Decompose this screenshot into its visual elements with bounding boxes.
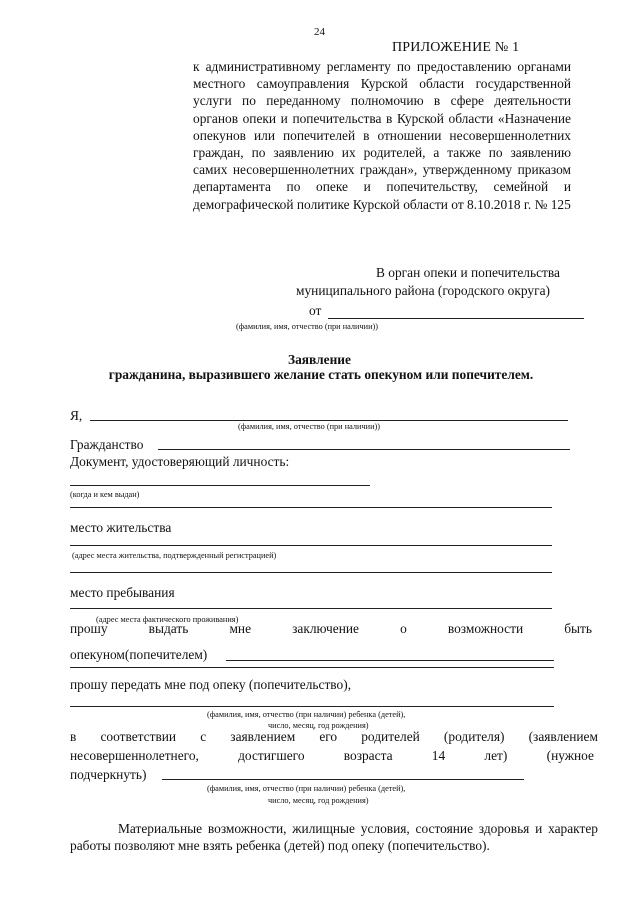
accord-word: достигшего xyxy=(238,748,305,763)
accord-line-1 xyxy=(70,729,598,745)
residence-hint: (адрес места жительства, подтвержденный регистрацией) xyxy=(72,551,277,560)
accord-word: (родителя) xyxy=(443,729,505,744)
accord-word: его xyxy=(319,729,338,744)
request-word: выдать xyxy=(148,621,189,636)
stay-label: место пребывания xyxy=(70,585,175,600)
id-document-label: Документ, удостоверяющий личность: xyxy=(70,454,290,469)
request-word: заключение xyxy=(292,621,359,636)
accord-line-3: подчеркнуть) xyxy=(70,767,147,782)
request-word: возможности xyxy=(447,621,524,636)
stay-hint: (адрес места фактического проживания) xyxy=(96,615,239,624)
closing-paragraph: Материальные возможности, жилищные условия, состояние здоровья и характер работы позволяют мне взять ребенка (детей) под опеку (попечительство). xyxy=(70,821,598,853)
addressee-line-2: муниципального района (городского округа) xyxy=(296,283,550,298)
child-hint-1: (фамилия, имя, отчество (при наличии) ребенка (детей), xyxy=(207,710,406,719)
id-document-field-1[interactable] xyxy=(70,485,370,486)
form-subtitle: гражданина, выразившего желание стать опекуном или попечителем. xyxy=(108,367,534,382)
appendix-title: ПРИЛОЖЕНИЕ № 1 xyxy=(392,40,520,55)
accord-word: несовершеннолетнего, xyxy=(70,748,199,763)
addressee-line-1: В орган опеки и попечительства xyxy=(376,265,560,280)
from-field[interactable] xyxy=(328,318,584,319)
accord-word: (нужное xyxy=(546,748,594,763)
child-hint-4: число, месяц, год рождения) xyxy=(268,796,369,805)
id-document-field-2[interactable] xyxy=(70,507,552,508)
from-label: от xyxy=(309,303,322,318)
appendix-body: к административному регламенту по предоставлению органами местного самоуправления Курской области государственной услуги по переданному полномочию в сфере деятельности органов опеки и попечительства в Курской области «Назначение опекунов или попечителей в отношении несовершеннолетних граждан, по заявлению их родителей, а также по заявлению самих несовершеннолетних граждан», утвержденному приказом департамента по опеке и попечительству, семейной и демографической политике Курской области от 8.10.2018 г. № 125 xyxy=(193,59,571,212)
request-line-1 xyxy=(70,621,592,637)
citizenship-label: Гражданство xyxy=(70,437,144,452)
accord-line-2 xyxy=(70,748,594,764)
fullname-hint: (фамилия, имя, отчество (при наличии)) xyxy=(238,422,381,431)
request-word: о xyxy=(400,621,407,636)
fullname-field[interactable] xyxy=(90,420,568,421)
from-hint: (фамилия, имя, отчество (при наличии)) xyxy=(236,322,379,331)
request-field-2[interactable] xyxy=(70,667,554,668)
accord-word: с xyxy=(200,729,207,744)
request-field-1[interactable] xyxy=(226,660,554,661)
residence-field-1[interactable] xyxy=(70,545,552,546)
accord-word: 14 xyxy=(431,748,446,763)
request-word: прошу xyxy=(70,621,108,636)
accord-word: соответствии xyxy=(100,729,177,744)
child-hint-2: число, месяц, год рождения) xyxy=(268,721,369,730)
accord-word: лет) xyxy=(484,748,508,763)
request-word: мне xyxy=(229,621,252,636)
child-field-1[interactable] xyxy=(70,706,554,707)
child-field-2[interactable] xyxy=(162,779,524,780)
request-line-2: опекуном(попечителем) xyxy=(70,647,208,662)
accord-word: возраста xyxy=(343,748,393,763)
residence-label: место жительства xyxy=(70,520,172,535)
accord-word: (заявлением xyxy=(528,729,598,744)
form-title: Заявление xyxy=(288,352,351,367)
stay-field[interactable] xyxy=(70,608,552,609)
citizenship-field[interactable] xyxy=(158,449,570,450)
residence-field-2[interactable] xyxy=(70,572,552,573)
accord-word: в xyxy=(70,729,77,744)
accord-word: родителей xyxy=(361,729,420,744)
request-word: быть xyxy=(564,621,592,636)
accord-word: заявлением xyxy=(230,729,296,744)
transfer-label: прошу передать мне под опеку (попечительство), xyxy=(70,677,352,692)
child-hint-3: (фамилия, имя, отчество (при наличии) ребенка (детей), xyxy=(207,784,406,793)
i-label: Я, xyxy=(70,408,83,423)
id-document-hint: (когда и кем выдан) xyxy=(70,490,140,499)
page-number: 24 xyxy=(314,26,325,38)
